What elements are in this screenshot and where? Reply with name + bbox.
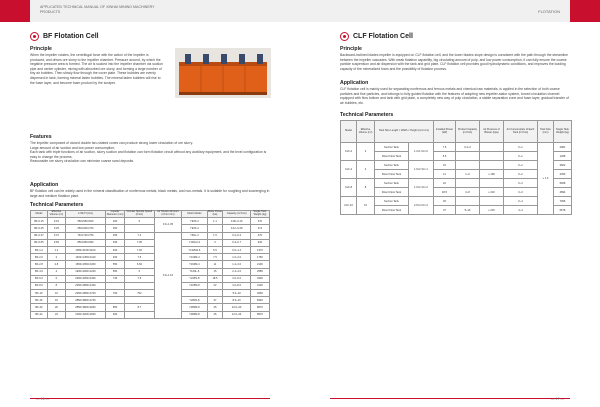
table-cell: 4894 — [554, 188, 572, 197]
table-cell: 15 — [207, 268, 223, 275]
table-row — [341, 143, 572, 152]
table-cell: 0~1 — [504, 143, 538, 152]
table-row — [31, 246, 270, 253]
table-cell — [125, 282, 155, 289]
table-cell: 22 — [207, 282, 223, 289]
table-cell: 7.5 — [207, 254, 223, 261]
table-cell — [207, 290, 223, 297]
application-heading: Application — [30, 182, 59, 188]
table-cell: Y90S-4 — [182, 218, 207, 225]
table-cell: 8670 — [250, 304, 269, 311]
table-cell: 5~16 — [456, 206, 480, 215]
table-cell: BF-2.0 — [31, 254, 48, 261]
col-header: Installed Power (kW) — [434, 121, 456, 143]
col-header: Tank Size (mm) — [538, 121, 554, 143]
table-cell — [125, 311, 155, 318]
table-cell: 16 — [357, 197, 375, 215]
col-header: Effective Volume (m³) — [47, 211, 65, 218]
header-band — [300, 0, 570, 22]
table-cell: 0~2 — [504, 170, 538, 179]
table-row — [31, 225, 270, 232]
principle-text: Backward-inclined blades impeller is equipped on CLF flotation cell, and the lower blades slope design is consistent with the path through the streamline between the impeller cascades. With weak flotation capability, big circulating amount of pulp, and low power consumption, it can fully ensure the coarse particle suspension and air dispersion with the tank and grid plate. CLF flotation cell provides good hydrodynamic conditions, and improves the loading capacity of the mineralized foam and the possibility of flotation process. — [340, 53, 569, 71]
table-cell: 1900×2000×1200 — [65, 268, 105, 275]
table-cell: 16 — [47, 297, 65, 304]
table-cell: 10 — [47, 290, 65, 297]
table-cell: 8 — [357, 179, 375, 197]
table-cell — [456, 179, 480, 188]
table-cell: 1650×1650×1150 — [65, 261, 105, 268]
col-header: Air Pressure of Blower (kpa) — [480, 121, 504, 143]
col-header: Tank Size Length × Width × Height (m×m×m) — [375, 121, 434, 143]
table-cell: BF-0.15 — [31, 218, 48, 225]
col-header: Impeller Diameter (mm) — [106, 210, 124, 217]
table-cell: Suction Tank — [375, 143, 409, 152]
features-list — [30, 141, 270, 164]
table-cell — [125, 297, 155, 304]
clf-parameters-table — [340, 120, 572, 215]
table-cell: BF-6.0 — [31, 275, 48, 282]
table-cell: 650 — [106, 268, 125, 275]
table-cell: 752 — [125, 290, 155, 297]
table-cell: 6678 — [554, 206, 572, 215]
table-cell: 2081 — [554, 143, 572, 152]
table-cell: 0.9~1.05 — [154, 218, 181, 232]
table-cell: 2300×2350×1300 — [65, 275, 105, 282]
table-cell: 7.2 — [125, 232, 155, 239]
table-cell: 12.0~24 — [223, 311, 250, 318]
table-cell — [207, 225, 223, 232]
table-cell: 550 — [106, 261, 125, 268]
table-cell — [480, 197, 504, 206]
table-cell: 1.6×2.3×1.1 — [408, 161, 433, 179]
table-cell: 3662 — [554, 161, 572, 170]
table-cell: 932 — [250, 239, 269, 246]
table-cell: 0.4~2 — [456, 143, 480, 152]
table-cell: 37 — [207, 297, 223, 304]
table-cell: Direct Flow Tank — [375, 170, 409, 179]
table-cell — [480, 143, 504, 152]
col-header: Motor Model — [182, 211, 207, 218]
table-row — [341, 206, 572, 215]
table-row — [341, 197, 572, 206]
table-cell: 2 — [357, 143, 375, 161]
table-cell: 7096 — [554, 197, 572, 206]
col-header: Capacity (m³/min) — [223, 211, 250, 218]
table-cell — [480, 152, 504, 161]
table-cell: 1.4~3.0 — [223, 261, 250, 268]
page-number: — 17 — — [550, 397, 564, 401]
table-cell: 1468 — [554, 152, 572, 161]
table-cell: BF-24 — [31, 311, 48, 318]
application-text: BF flotation cell can be widely used in the mineral classification of nonferrous metals, black metals, and non-metals. It is suitable for roughing and scavenging in large and medium flotation plant. — [30, 189, 270, 198]
table-cell: 2350 — [554, 170, 572, 179]
table-cell: 1.5 — [207, 232, 223, 239]
col-header: Effective Volume (m³) — [357, 121, 375, 143]
table-cell: 374 — [250, 225, 269, 232]
table-cell: 0~3 — [504, 188, 538, 197]
table-cell: 0~1 — [504, 152, 538, 161]
table-cell: ≥ 196 — [480, 170, 504, 179]
section-bullet-icon — [30, 32, 39, 41]
table-cell: BF-2.8 — [31, 261, 48, 268]
params-heading: Technical Parameters — [340, 112, 394, 118]
table-cell: CLF-16 — [341, 197, 357, 215]
table-cell: 4660 — [250, 290, 269, 297]
table-cell: ≥ 215 — [480, 206, 504, 215]
bf-title-text: BF Flotation Cell — [43, 33, 99, 40]
clf-title-text: CLF Flotation Cell — [353, 33, 413, 40]
table-cell: Y280S-8 — [182, 297, 207, 304]
table-cell: BF-20 — [31, 304, 48, 311]
table-cell — [182, 290, 207, 297]
table-cell: 3300 — [250, 275, 269, 282]
bf-flotation-cell-image — [175, 48, 271, 98]
table-cell: Suction Tank — [375, 197, 409, 206]
table-cell: 760 — [106, 290, 125, 297]
table-cell: 1400×1450×1120 — [65, 254, 105, 261]
table-cell: 0.12~0.28 — [223, 225, 250, 232]
table-row — [31, 297, 270, 304]
table-cell: 650×600×700 — [65, 225, 105, 232]
table-cell: 200 — [106, 218, 125, 225]
table-cell: 2.4~4.0 — [223, 268, 250, 275]
table-cell: 8.7 — [125, 304, 155, 311]
footer-rule — [330, 398, 570, 399]
table-cell: 1.0~2.0 — [223, 254, 250, 261]
table-cell: 7.02 — [125, 246, 155, 253]
principle-text: When the impeller rotates, the centrifugal force with the action of the impeller is produced, and drives ore slurry to the impeller chamber. Pressure around, by which the negative pressure area is formed. The air is sucked into the impeller chamber via suction pipe and center cylinder, mixing with absorbed ore slurry, and forming a large number of tiny air bubbles. Then slowly flow through the cover plate. These bubbles are evenly dispersed in tank, forming mineral laden bubbles. The mineral laden bubbles will rise to the foam layer, and become foam product by the scraper. — [30, 53, 163, 85]
table-cell: 6 — [47, 275, 65, 282]
table-cell: 15 — [434, 161, 456, 170]
table-cell: Direct Flow Tank — [375, 188, 409, 197]
table-row — [341, 179, 572, 188]
table-cell: 296 — [106, 232, 125, 239]
table-cell: 4 — [357, 161, 375, 179]
table-cell: Direct Flow Tank — [375, 206, 409, 215]
table-cell: CLF-8 — [341, 179, 357, 197]
col-header: Model — [31, 211, 48, 218]
table-row — [31, 218, 270, 225]
table-header-row — [341, 121, 572, 143]
col-header: Circular Spindle Speed (r/min) — [125, 211, 155, 218]
application-text: CLF flotation cell is mainly used for separating nonferrous and ferrous metals and chemical raw materials, is applied in the selection of both coarse particles and fine particles, and belongs to fully guided flotation with the features of adopting new impeller-stator system, forced circulation channel equipped with flow bottom and tank with grid plate, a completely new way of pulp circulation, a stable separation zone and foam layer, gradual transfer of air bubbles, etc. — [340, 87, 569, 105]
table-cell: Direct Flow Tank — [375, 152, 409, 161]
feature-item: The impeller composed of closed double fan-rotated cones can produce strong lower circulation of ore slurry. — [30, 141, 193, 145]
table-cell: Y132M2-6 — [182, 246, 207, 253]
table-cell: 5668 — [554, 179, 572, 188]
table-cell: 8.0~16 — [223, 297, 250, 304]
table-cell — [480, 179, 504, 188]
params-heading: Technical Parameters — [30, 202, 84, 208]
table-cell: Y160L-6 — [182, 268, 207, 275]
table-cell: Y90S-4 — [182, 225, 207, 232]
table-cell: BF-4.0 — [31, 268, 48, 275]
table-cell — [106, 282, 125, 289]
table-cell: CLF-4 — [341, 161, 357, 179]
header-accent-block — [570, 0, 600, 22]
table-cell: Y280M-8 — [182, 304, 207, 311]
features-heading: Features — [30, 134, 52, 140]
table-row — [31, 261, 270, 268]
table-cell: 0.9~1.10 — [154, 232, 181, 318]
table-cell: 0.15 — [47, 218, 65, 225]
table-row — [31, 282, 270, 289]
bf-table-body — [31, 218, 270, 319]
table-cell: 740 — [106, 275, 125, 282]
principle-heading: Principle — [30, 46, 52, 52]
table-cell: ≤ 1.0 — [538, 143, 554, 215]
table-cell: ≥ 210 — [480, 188, 504, 197]
table-cell: BF-10 — [31, 290, 48, 297]
table-cell: 0.6~1.2 — [223, 246, 250, 253]
table-cell: CLF-2 — [341, 143, 357, 161]
footer-rule — [30, 398, 270, 399]
table-cell: 3100×4200×2000 — [65, 311, 105, 318]
page-number: — 16 — — [36, 397, 50, 401]
section-bullet-icon — [340, 32, 349, 41]
table-cell: Y160M-4 — [182, 261, 207, 268]
table-cell — [106, 297, 125, 304]
table-cell: 1.2 — [47, 246, 65, 253]
table-row — [31, 275, 270, 282]
clf-table-body — [341, 143, 572, 215]
table-cell: 1.1 — [207, 218, 223, 225]
table-cell: 0~4 — [504, 197, 538, 206]
clf-section-title — [340, 32, 413, 41]
table-row — [341, 170, 572, 179]
table-cell: 0.25 — [47, 225, 65, 232]
bf-parameters-table — [30, 210, 270, 319]
col-header: Air Suction Amount (m³/m²·min) — [154, 211, 181, 218]
feature-item: Large amount of air suction and low power consumption; — [30, 145, 116, 150]
table-cell: 4130 — [250, 282, 269, 289]
table-cell: 11 — [207, 261, 223, 268]
table-cell: 850×950×950 — [65, 239, 105, 246]
table-cell: 2.5×3.2×1.2 — [408, 197, 433, 215]
table-cell: 5.0~10 — [223, 290, 250, 297]
table-cell: 0~3 — [504, 179, 538, 188]
table-cell: 400 — [106, 246, 125, 253]
table-row — [31, 232, 270, 239]
table-cell — [480, 161, 504, 170]
table-cell: 8320 — [250, 297, 269, 304]
table-cell: Y225S-8 — [182, 275, 207, 282]
table-cell: Y100L2-4 — [182, 239, 207, 246]
table-cell: 460 — [106, 254, 125, 261]
table-row — [31, 311, 270, 318]
table-cell: 336 — [106, 239, 125, 246]
table-row — [31, 254, 270, 261]
table-cell: BF-0.25 — [31, 225, 48, 232]
table-cell: 0.3~0.7 — [223, 239, 250, 246]
col-header: Single Tank Weight (kg) — [250, 211, 269, 218]
table-cell: 5.5 — [434, 152, 456, 161]
table-cell: 1050×1150×1100 — [65, 246, 105, 253]
table-cell: 6 — [125, 268, 155, 275]
table-cell: 2585 — [250, 268, 269, 275]
table-cell: 3 — [207, 239, 223, 246]
feature-item: Each tank with triple functions of air suction, slurry suction and flotation can form flotation circuit without any auxiliary equipment, and the level configuration is easy to change the process; — [30, 150, 267, 159]
table-cell: 7.5 — [434, 143, 456, 152]
table-cell: 1750 — [250, 254, 269, 261]
table-cell: 0~2 — [504, 161, 538, 170]
table-cell: BF-16 — [31, 297, 48, 304]
table-cell: 45 — [207, 304, 223, 311]
table-cell: 45 — [434, 197, 456, 206]
table-cell: Y90L-4 — [182, 232, 207, 239]
table-row — [31, 304, 270, 311]
table-cell: 2250×2850×1400 — [65, 282, 105, 289]
table-cell: 4.0~8.0 — [223, 282, 250, 289]
col-header: Motor Power (kw) — [207, 210, 223, 217]
table-cell: 2 — [47, 254, 65, 261]
table-cell: BF-0.37 — [31, 232, 48, 239]
table-cell: 7.05 — [125, 239, 155, 246]
table-cell — [456, 161, 480, 170]
table-cell: 3~8 — [456, 188, 480, 197]
table-row — [341, 188, 572, 197]
right-header-bar — [300, 0, 600, 28]
table-cell: Y132M-4 — [182, 254, 207, 261]
col-header: Single Tank Weight (kg) — [554, 121, 572, 143]
table-cell: 1370 — [250, 246, 269, 253]
table-cell: 24 — [47, 311, 65, 318]
table-cell: Suction Tank — [375, 179, 409, 188]
table-cell — [456, 197, 480, 206]
table-cell — [456, 152, 480, 161]
table-cell: 920 — [106, 311, 125, 318]
table-cell: 2850×3800×1700 — [65, 297, 105, 304]
table-cell: 2250×2850×1700 — [65, 290, 105, 297]
table-cell: 250 — [106, 225, 125, 232]
table-cell: 0.65 — [47, 239, 65, 246]
table-cell: 7.5 — [125, 275, 155, 282]
table-cell: 8 — [47, 282, 65, 289]
table-cell: 37 — [434, 206, 456, 215]
table-cell: 370 — [250, 218, 269, 225]
table-cell: 7.5 — [125, 254, 155, 261]
table-cell: BF-8.0 — [31, 282, 48, 289]
table-cell: 18.5 — [434, 188, 456, 197]
table-cell: 0.06~0.16 — [223, 218, 250, 225]
table-cell: 6.66 — [125, 261, 155, 268]
category-header: FLOTATION — [538, 9, 560, 14]
col-header: L×W×H (mm) — [65, 211, 105, 218]
application-heading: Application — [340, 80, 369, 86]
table-cell: BF-1.2 — [31, 246, 48, 253]
table-cell: Y225M-8 — [182, 282, 207, 289]
table-cell: 8970 — [250, 311, 269, 318]
table-cell: 0.37 — [47, 232, 65, 239]
table-cell: 1.2×1.6×1.0 — [408, 143, 433, 161]
feature-item: Reasonable ore slurry circulation can minimize coarse sand deposits. — [30, 159, 135, 164]
table-cell: BF-0.65 — [31, 239, 48, 246]
table-cell: 4 — [47, 268, 65, 275]
bf-section-title — [30, 32, 99, 41]
table-cell: 1~6 — [456, 170, 480, 179]
table-cell: 1.6×2.4×1.2 — [408, 179, 433, 197]
table-row — [31, 268, 270, 275]
principle-heading: Principle — [340, 46, 362, 52]
table-cell: 10.0~20 — [223, 304, 250, 311]
table-cell: 470 — [250, 232, 269, 239]
table-cell: 45 — [207, 311, 223, 318]
table-row — [31, 290, 270, 297]
table-cell: Suction Tank — [375, 161, 409, 170]
table-cell: 4~4 — [504, 206, 538, 215]
table-cell: 550×550×600 — [65, 218, 105, 225]
col-header: Air Consumption of Each Tank (m³/min) — [504, 121, 538, 143]
table-cell: 2850×3800×2000 — [65, 304, 105, 311]
header-accent-block — [0, 0, 30, 22]
col-header: Product Capacity (m³/min) — [456, 121, 480, 143]
table-row — [31, 239, 270, 246]
table-cell — [125, 225, 155, 232]
col-header: Model — [341, 121, 357, 143]
table-cell: 18.5 — [207, 275, 223, 282]
table-cell: 6 — [125, 218, 155, 225]
table-cell: 2130 — [250, 261, 269, 268]
table-cell: 11 — [434, 170, 456, 179]
table-cell: 850 — [106, 304, 125, 311]
table-cell: Y280M-8 — [182, 311, 207, 318]
table-cell: 5.5 — [207, 246, 223, 253]
table-header-row — [31, 211, 270, 218]
table-cell: 740×740×750 — [65, 232, 105, 239]
left-header-bar — [0, 0, 300, 28]
table-cell: 0.2~0.4 — [223, 232, 250, 239]
table-cell: 22 — [434, 179, 456, 188]
manual-header: APPLICATED TECHNICAL MANUAL OF XINHAI MINING MACHINERY PRODUCTS — [40, 5, 155, 14]
table-cell: 20 — [47, 304, 65, 311]
table-row — [341, 161, 572, 170]
table-cell: 2.8 — [47, 261, 65, 268]
table-row — [341, 152, 572, 161]
right-page — [300, 0, 600, 407]
table-cell: 3.0~6.0 — [223, 275, 250, 282]
